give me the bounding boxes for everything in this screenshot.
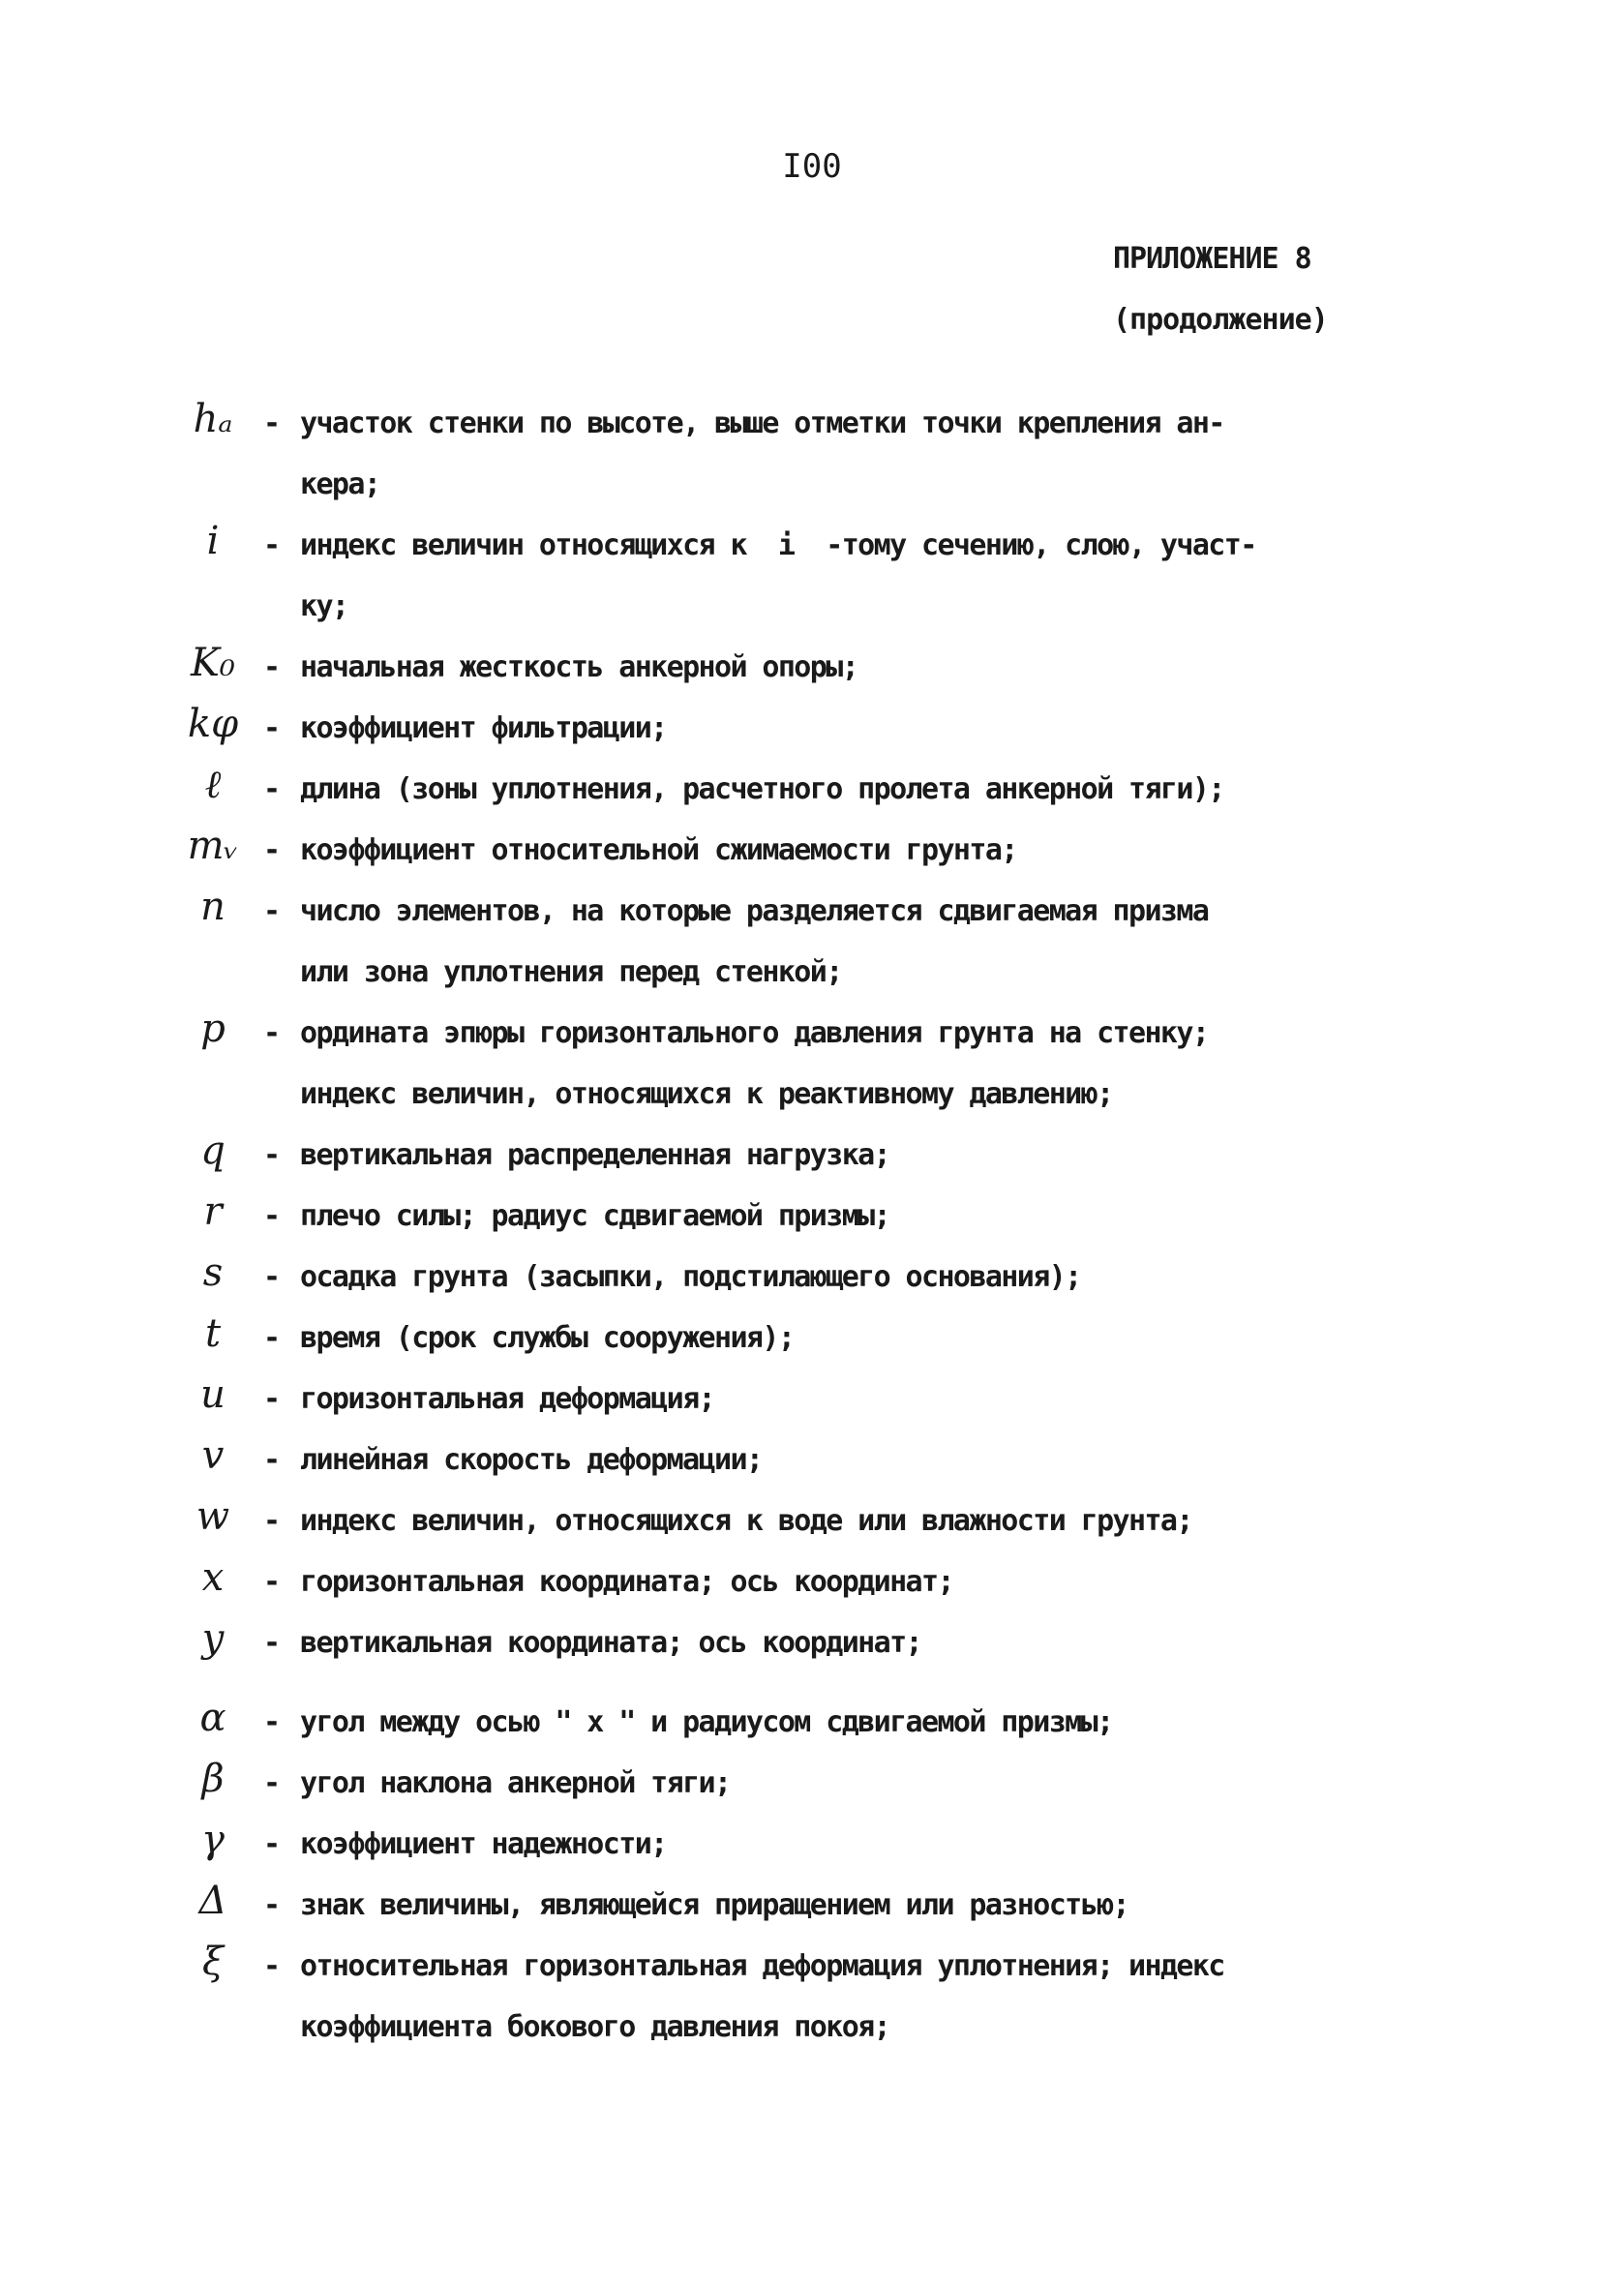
definition-line: коэффициент относительной сжимаемости грунта; xyxy=(300,833,1017,867)
dash: - xyxy=(263,711,282,745)
definition-line: длина (зоны уплотнения, расчетного пролета анкерной тяги); xyxy=(300,772,1224,806)
dash: - xyxy=(263,1827,282,1861)
symbol: n xyxy=(200,885,226,929)
symbol: q xyxy=(200,1128,226,1173)
definition-line: коэффициента бокового давления покоя; xyxy=(300,2010,890,2044)
dash: - xyxy=(263,1949,282,1983)
dash: - xyxy=(263,772,282,806)
definition-line: знак величины, являющейся приращением или разностью; xyxy=(300,1888,1128,1922)
symbol: mᵥ xyxy=(187,824,239,868)
definition-line: индекс величин, относящихся к воде или влажности грунта; xyxy=(300,1504,1192,1538)
dash: - xyxy=(263,1321,282,1355)
appendix-title: ПРИЛОЖЕНИЕ 8 xyxy=(1113,242,1311,276)
dash: - xyxy=(263,1199,282,1233)
symbol: w xyxy=(195,1494,230,1539)
dash: - xyxy=(263,650,282,684)
symbol: α xyxy=(199,1696,226,1740)
definition-line: осадка грунта (засыпки, подстилающего основания); xyxy=(300,1260,1081,1294)
dash: - xyxy=(263,528,282,562)
definition-line: ку; xyxy=(300,589,348,623)
continuation-label: (продолжение) xyxy=(1113,303,1328,337)
dash: - xyxy=(263,1382,282,1416)
definition-line: число элементов, на которые разделяется сдвигаемая призма xyxy=(300,894,1209,928)
dash: - xyxy=(263,1016,282,1050)
definition-line: вертикальная распределенная нагрузка; xyxy=(300,1138,890,1172)
symbol: kφ xyxy=(187,702,239,746)
definition-line: относительная горизонтальная деформация уплотнения; индекс xyxy=(300,1949,1224,1983)
symbol: v xyxy=(201,1433,225,1478)
definition-line: индекс величин относящихся к i -тому сечению, слою, участ- xyxy=(300,528,1256,562)
definition-line: линейная скорость деформации; xyxy=(300,1443,763,1477)
definition-line: время (срок службы сооружения); xyxy=(300,1321,795,1355)
dash: - xyxy=(263,1260,282,1294)
dash: - xyxy=(263,833,282,867)
symbol: x xyxy=(201,1555,225,1600)
dash: - xyxy=(263,1504,282,1538)
definition-line: начальная жесткость анкерной опоры; xyxy=(300,650,858,684)
definition-line: или зона уплотнения перед стенкой; xyxy=(300,955,842,989)
dash: - xyxy=(263,406,282,440)
symbol: p xyxy=(200,1007,226,1051)
definition-line: индекс величин, относящихся к реактивному давлению; xyxy=(300,1077,1113,1111)
symbol: u xyxy=(200,1372,226,1417)
dash: - xyxy=(263,1888,282,1922)
page-number: I00 xyxy=(782,147,842,186)
dash: - xyxy=(263,894,282,928)
symbol: y xyxy=(201,1616,225,1661)
dash: - xyxy=(263,1443,282,1477)
symbol: ξ xyxy=(201,1940,225,1984)
symbol: t xyxy=(204,1311,222,1356)
definition-line: участок стенки по высоте, выше отметки точки крепления ан- xyxy=(300,406,1224,440)
definition-line: горизонтальная координата; ось координат; xyxy=(300,1565,953,1599)
definition-line: кера; xyxy=(300,467,380,501)
symbol: r xyxy=(203,1189,223,1234)
definition-line: горизонтальная деформация; xyxy=(300,1382,714,1416)
symbol: β xyxy=(201,1757,225,1801)
symbol: ℓ xyxy=(204,763,222,807)
definition-line: вертикальная координата; ось координат; xyxy=(300,1626,921,1660)
definition-line: плечо силы; радиус сдвигаемой призмы; xyxy=(300,1199,890,1233)
symbol: γ xyxy=(201,1818,225,1862)
definition-line: ордината эпюры горизонтального давления грунта на стенку; xyxy=(300,1016,1209,1050)
symbol: i xyxy=(206,519,220,563)
dash: - xyxy=(263,1705,282,1739)
definition-line: угол между осью " x " и радиусом сдвигаемой призмы; xyxy=(300,1705,1113,1739)
definition-line: коэффициент фильтрации; xyxy=(300,711,667,745)
dash: - xyxy=(263,1565,282,1599)
dash: - xyxy=(263,1626,282,1660)
symbol: Δ xyxy=(198,1879,227,1923)
dash: - xyxy=(263,1766,282,1800)
dash: - xyxy=(263,1138,282,1172)
symbol: hₐ xyxy=(193,397,233,441)
definition-line: угол наклона анкерной тяги; xyxy=(300,1766,731,1800)
symbol: s xyxy=(202,1250,224,1295)
definition-line: коэффициент надежности; xyxy=(300,1827,667,1861)
symbol: K₀ xyxy=(191,641,235,685)
